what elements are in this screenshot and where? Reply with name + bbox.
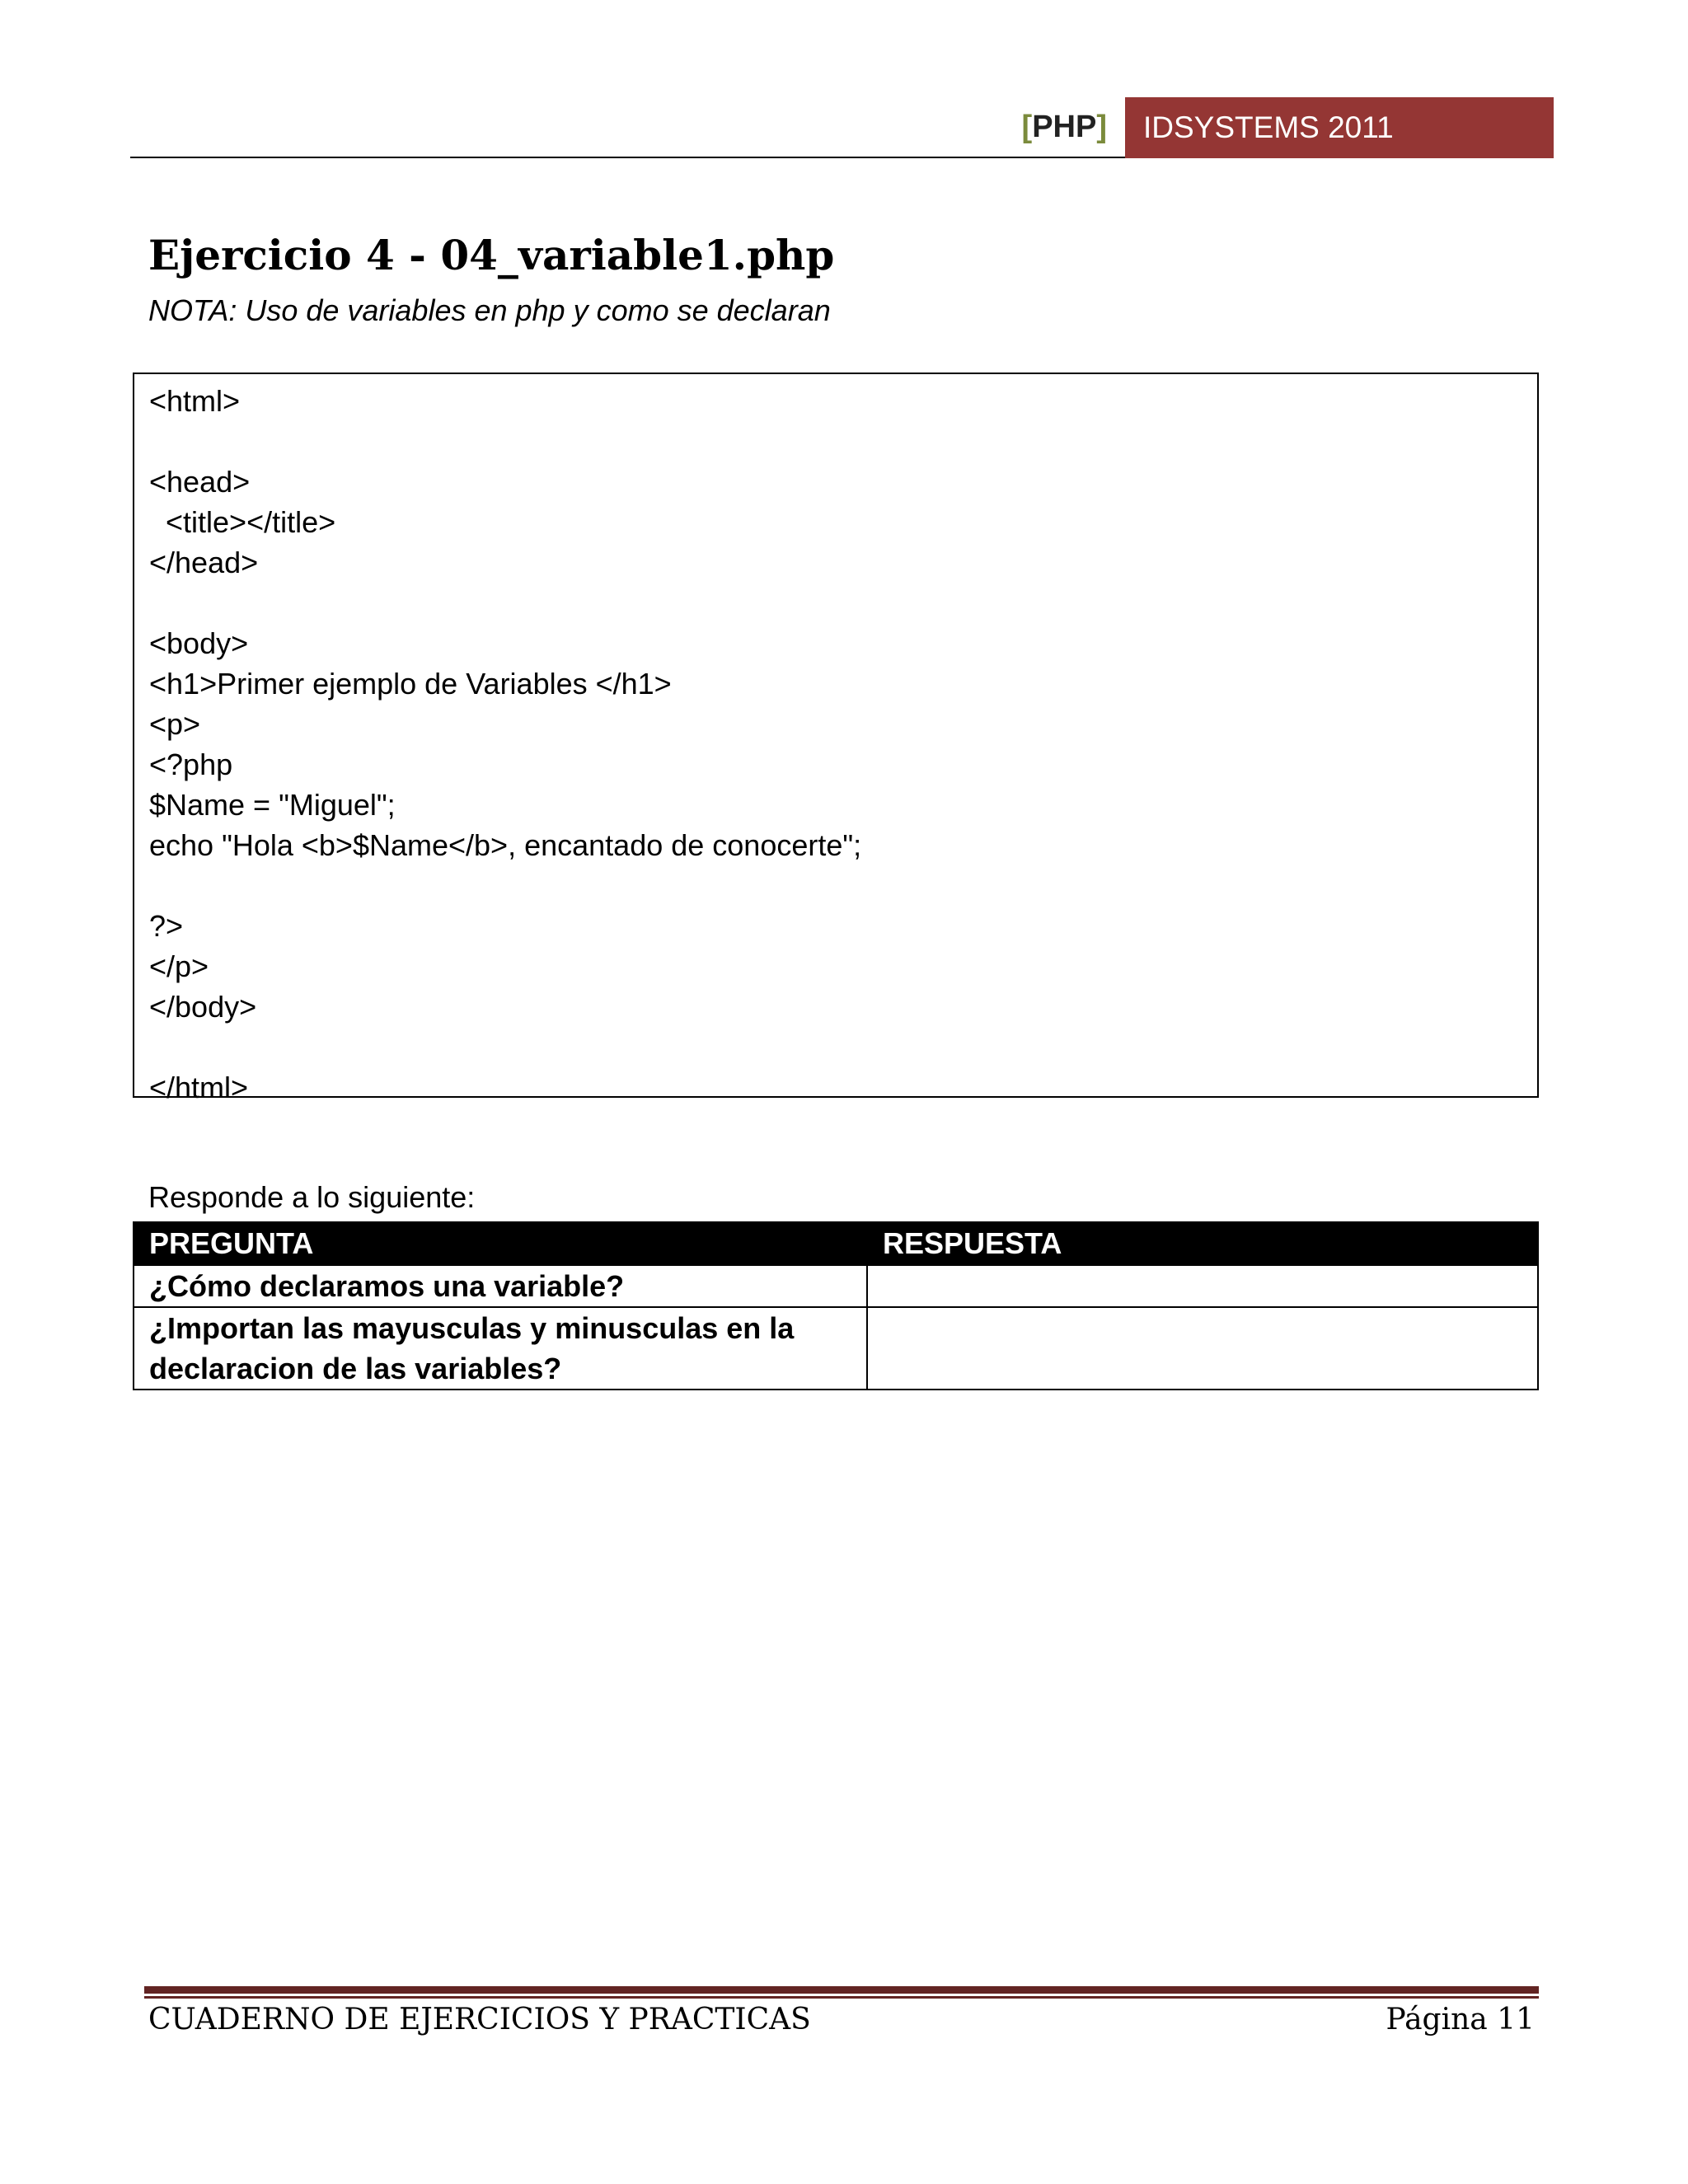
code-listing xyxy=(133,373,1539,1104)
code-line: $Name = "Miguel"; xyxy=(149,788,396,822)
table-row xyxy=(134,1265,1538,1307)
code-line: </body> xyxy=(149,990,257,1024)
code-line: </p> xyxy=(149,949,209,983)
header-org-block: IDSYSTEMS 2011 xyxy=(1125,97,1554,158)
question-cell: ¿Importan las mayusculas y minusculas en la declaracion de las variables? xyxy=(134,1307,867,1390)
column-header-question: PREGUNTA xyxy=(134,1222,867,1265)
header-divider xyxy=(130,157,1125,158)
code-line: echo "Hola <b>$Name</b>, encantado de conocerte"; xyxy=(149,828,862,862)
code-line: <p> xyxy=(149,707,201,741)
header-bracket-close: ] xyxy=(1096,110,1107,144)
footer-book-title: CUADERNO DE EJERCICIOS Y PRACTICAS xyxy=(148,2003,811,2036)
exercise-title: Ejercicio 4 - 04_variable1.php xyxy=(148,231,835,279)
footer-rule-thick xyxy=(144,1986,1539,1994)
code-line: <html> xyxy=(149,384,241,418)
header-section-tag xyxy=(1022,97,1125,157)
column-header-answer: RESPUESTA xyxy=(867,1222,1538,1265)
questions-prompt: Responde a lo siguiente: xyxy=(148,1180,476,1214)
header-bracket-open: [ xyxy=(1021,110,1033,144)
answer-cell[interactable] xyxy=(867,1265,1538,1307)
header-tag-text: PHP xyxy=(1032,110,1097,144)
code-line: ?> xyxy=(149,909,184,943)
code-line: <?php xyxy=(149,748,233,781)
code-line: <body> xyxy=(149,626,249,660)
footer-page-number: Página 11 xyxy=(1386,2003,1535,2036)
qa-table xyxy=(133,1221,1539,1390)
qa-header-row xyxy=(134,1222,1538,1265)
code-line: </head> xyxy=(149,546,259,579)
code-line: </html> xyxy=(149,1071,249,1104)
table-row xyxy=(134,1307,1538,1390)
code-line: <h1>Primer ejemplo de Variables </h1> xyxy=(149,667,672,701)
exercise-note: NOTA: Uso de variables en php y como se declaran xyxy=(148,293,831,327)
question-cell: ¿Cómo declaramos una variable? xyxy=(134,1265,867,1307)
answer-cell[interactable] xyxy=(867,1307,1538,1390)
footer-rule-thin xyxy=(144,1996,1539,1999)
code-line: <title></title> xyxy=(149,505,336,539)
code-line: <head> xyxy=(149,465,251,499)
